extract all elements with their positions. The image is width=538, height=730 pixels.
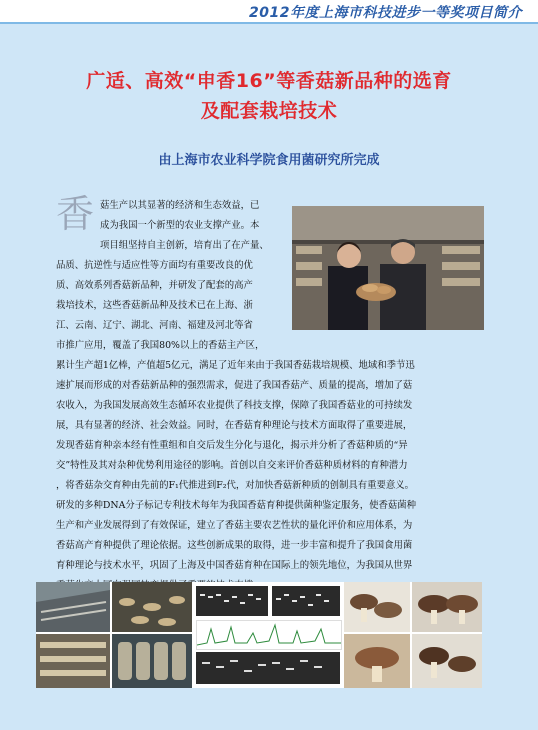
peaks-illustration: [197, 621, 341, 649]
body-line: 市推广应用，覆盖了我国80%以上的香菇主产区，: [56, 340, 265, 351]
mushroom-illustration-4: [412, 634, 482, 688]
mushroom-photo-4: [412, 634, 482, 688]
body-line: ，将香菇杂交育种由先前的F₁代推进到F₂代，对加快香菇新种质的创制具有重要意义。: [56, 480, 415, 491]
image-gallery: [36, 582, 482, 688]
gel-bands-illustration-3: [196, 652, 340, 684]
cultivation-bags-photo: [112, 634, 192, 688]
header-bar: [0, 0, 538, 24]
shelves-photo: [36, 634, 110, 688]
mushroom-logs-illustration: [112, 582, 192, 632]
article-title-line-2: 及配套栽培技术: [200, 100, 338, 122]
mushroom-illustration-2: [412, 582, 482, 632]
body-line: 交”特性及其对杂种优势利用途径的影响。首创以自交来评价香菇种质材料的育种潜力: [56, 460, 408, 471]
header-title: 2012年度上海市科技进步一等奖项目简介: [249, 5, 522, 21]
mushroom-illustration-1: [344, 582, 410, 632]
mushroom-photo-1: [344, 582, 410, 632]
body-line: 香菇高产育种提供了理论依据。这些创新成果的取得，进一步丰富和提升了我国食用菌: [56, 540, 413, 551]
cultivation-bags-illustration: [112, 634, 192, 688]
body-line: 生产和产业发展得到了有效保证，建立了香菇主要农艺性状的量化评价和应用体系，为: [56, 520, 413, 531]
body-line: 速扩展而形成的对香菇新品种的强烈需求，促进了我国香菇产、质量的提高，增加了菇: [56, 380, 413, 391]
dna-gel-image-2: [272, 586, 340, 616]
body-line: 农收入，为我国发展高效生态循环农业提供了科技支撑，保障了我国香菇业的可持续发: [56, 400, 413, 411]
body-line: 研发的多种DNA分子标记专利技术每年为我国香菇育种提供菌种鉴定服务，使香菇菌种: [56, 500, 416, 511]
gel-bands-illustration: [196, 586, 268, 616]
shelves-illustration: [36, 634, 110, 688]
body-line: 江、云南、辽宁、湖北、河南、福建及河北等省: [56, 320, 253, 331]
gel-bands-illustration-2: [272, 586, 340, 616]
drop-cap: 香: [56, 192, 95, 236]
dna-gel-image-1: [196, 586, 268, 616]
article-byline: 由上海市农业科学院食用菌研究所完成: [158, 153, 380, 168]
mushroom-photo-3: [344, 634, 410, 688]
body-line: 菇生产以其显著的经济和生态效益，已: [100, 200, 260, 211]
article-title-line-1: 广适、高效“申香16”等香菇新品种的选育: [86, 70, 452, 92]
mushroom-logs-photo: [112, 582, 192, 632]
body-line: 累计生产超1亿棒，产值超5亿元，满足了近年来由于我国香菇栽培规模、地域和季节迅: [56, 360, 415, 371]
body-line: 展，具有显著的经济、社会效益。同时，在香菇育种理论与技术方面取得了重要进展，: [56, 420, 413, 431]
body-line: 项目组坚持自主创新，培育出了在产量、: [100, 240, 269, 251]
body-line: 育种理论与技术水平，巩固了上海及中国香菇育种在国际上的领先地位，为我国从世界: [56, 560, 413, 571]
greenhouse-illustration: [36, 582, 110, 632]
body-line: 栽培技术，这些香菇新品种及技术已在上海、浙: [56, 300, 253, 311]
greenhouse-photo: [36, 582, 110, 632]
article-body: [56, 192, 484, 596]
body-line: 成为我国一个新型的农业支撑产业。本: [100, 220, 260, 231]
body-line: 品质、抗逆性与适应性等方面均有重要改良的优: [56, 260, 253, 271]
analysis-chart-image: [196, 620, 342, 650]
mushroom-illustration-3: [344, 634, 410, 688]
body-line: 质、高效系列香菇新品种，并研发了配套的高产: [56, 280, 253, 291]
mushroom-photo-2: [412, 582, 482, 632]
dna-gel-image-3: [196, 652, 340, 684]
body-line: 发现香菇育种亲本经有性重组和自交后发生分化与退化，揭示并分析了香菇种质的“异: [56, 440, 408, 451]
